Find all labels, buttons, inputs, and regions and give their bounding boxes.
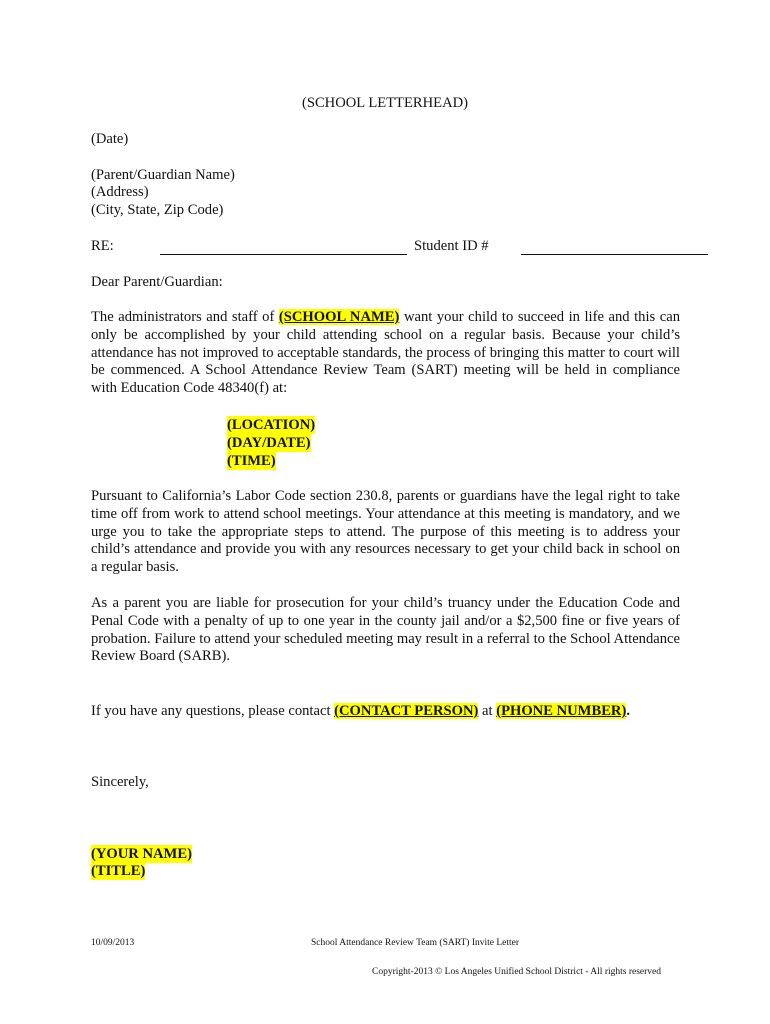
contact-person-placeholder: (CONTACT PERSON) (334, 703, 479, 719)
re-label: RE: (91, 238, 114, 254)
re-blank-line (160, 254, 407, 255)
paragraph-intro (91, 309, 680, 398)
paragraph-labor-code: Pursuant to California’s Labor Code section 230.8, parents or guardians have the legal right to take time off from work to attend school meetings. Your attendance at this meeting is mandatory, and we urge you to take the appropriate steps to attend. The purpose of this meeting is to address your child’s attendance and provide you with any resources necessary to get your child back in school on a regular basis. (91, 488, 680, 576)
contact-before: If you have any questions, please contact (91, 703, 335, 719)
contact-line (91, 702, 630, 720)
paragraph-liability: As a parent you are liable for prosecution for your child’s truancy under the Education Code and Penal Code with a penalty of up to one year in the county jail and/or a $2,500 fine or five years of probation. Failure to attend your scheduled meeting may result in a referral to the School Attendance Review Board (SARB). (91, 595, 680, 665)
student-id-label: Student ID # (414, 238, 489, 254)
paragraph-intro-before: The administrators and staff of (91, 309, 279, 325)
phone-number-placeholder: (PHONE NUMBER) (496, 703, 627, 719)
title-placeholder: (TITLE) (91, 863, 146, 879)
contact-end: . (626, 703, 630, 719)
letterhead: (SCHOOL LETTERHEAD) (301, 95, 469, 111)
recipient-city-state-zip: (City, State, Zip Code) (91, 202, 224, 218)
closing: Sincerely, (91, 774, 149, 790)
footer-copyright: Copyright-2013 © Los Angeles Unified School District - All rights reserved (372, 967, 662, 977)
location-placeholder: (LOCATION) (227, 417, 316, 433)
day-date-placeholder: (DAY/DATE) (227, 435, 311, 451)
time-placeholder: (TIME) (227, 453, 276, 469)
footer-date: 10/09/2013 (91, 938, 135, 948)
paragraph-intro-after: want your child to succeed in life and this can only be accomplished by your child attending school on a regular basis. Because your child’s attendance has not improved to acceptable standards, the process of bringing this matter to court will be commenced. A School Attendance Review Team (SART) meeting will be held in compliance with Education Code 48340(f) at: (91, 309, 681, 397)
your-name-placeholder: (YOUR NAME) (91, 846, 192, 862)
school-name-placeholder: (SCHOOL NAME) (278, 309, 400, 325)
recipient-address: (Address) (91, 184, 149, 200)
contact-middle: at (478, 703, 497, 719)
footer-title: School Attendance Review Team (SART) Invite Letter (311, 938, 520, 948)
date-placeholder: (Date) (91, 131, 129, 147)
salutation: Dear Parent/Guardian: (91, 274, 223, 290)
recipient-name: (Parent/Guardian Name) (91, 167, 235, 183)
student-id-blank-line (521, 254, 708, 255)
